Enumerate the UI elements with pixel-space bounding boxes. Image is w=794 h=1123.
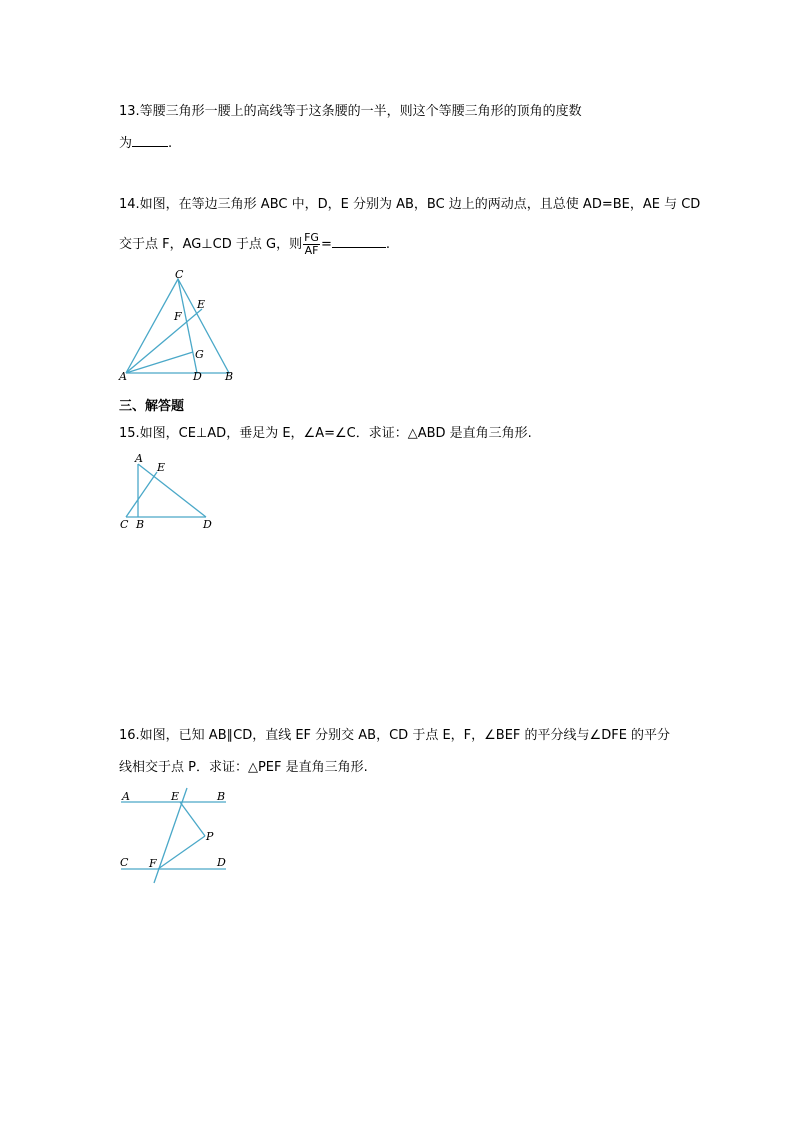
triangle-abc <box>126 279 229 373</box>
segment-ad <box>138 464 206 517</box>
q14-line2-prefix: 交于点 F，AG⊥CD 于点 G，则 <box>119 237 303 252</box>
q14-fraction <box>303 232 320 257</box>
q14-frac-numerator: FG <box>304 231 319 244</box>
label-b: B <box>217 790 226 803</box>
q14-figure <box>115 268 240 383</box>
q15-text: 15.如图，CE⊥AD，垂足为 E，∠A=∠C．求证：△ABD 是直角三角形. <box>119 426 532 441</box>
label-e: E <box>157 461 166 474</box>
q14-frac-denominator: AF <box>304 244 319 257</box>
q13-line2 <box>119 134 172 153</box>
q14-line1: 14.如图，在等边三角形 ABC 中，D，E 分别为 AB，BC 边上的两动点，且总使 AD=BE，AE 与 CD <box>119 197 701 212</box>
q13-line1: 13.等腰三角形一腰上的高线等于这条腰的一半，则这个等腰三角形的顶角的度数 <box>119 104 582 119</box>
q14-answer-blank[interactable] <box>332 235 386 248</box>
q13-answer-blank[interactable] <box>132 134 168 147</box>
label-a: A <box>122 790 130 803</box>
label-a: A <box>135 452 143 465</box>
q14-equals: = <box>320 237 332 252</box>
label-e: E <box>171 790 180 803</box>
label-c: C <box>175 268 184 281</box>
label-a: A <box>119 370 127 383</box>
q16-line1: 16.如图，已知 AB∥CD，直线 EF 分别交 AB，CD 于点 E，F，∠BEF 的平分线与∠DFE 的平分 <box>119 728 671 743</box>
label-b: B <box>136 518 145 531</box>
label-d: D <box>217 856 226 869</box>
label-d: D <box>203 518 212 531</box>
label-b: B <box>225 370 234 383</box>
label-d: D <box>193 370 202 383</box>
label-c: C <box>120 856 129 869</box>
label-f: F <box>174 310 182 323</box>
segment-ce <box>126 472 157 517</box>
label-e: E <box>197 298 206 311</box>
label-p: P <box>206 830 214 843</box>
q14-line2 <box>119 232 390 257</box>
label-g: G <box>195 348 204 361</box>
q15-figure <box>115 450 220 532</box>
q14-line2-suffix: . <box>385 237 391 252</box>
q13-line2-prefix: 为 <box>119 136 133 151</box>
segment-ep <box>180 802 205 836</box>
q16-line2: 线相交于点 P．求证：△PEF 是直角三角形. <box>119 760 368 775</box>
label-f: F <box>149 857 157 870</box>
q16-figure <box>115 786 233 886</box>
section-title: 三、解答题 <box>119 399 185 414</box>
q13-line2-suffix: . <box>168 136 173 151</box>
label-c: C <box>120 518 129 531</box>
